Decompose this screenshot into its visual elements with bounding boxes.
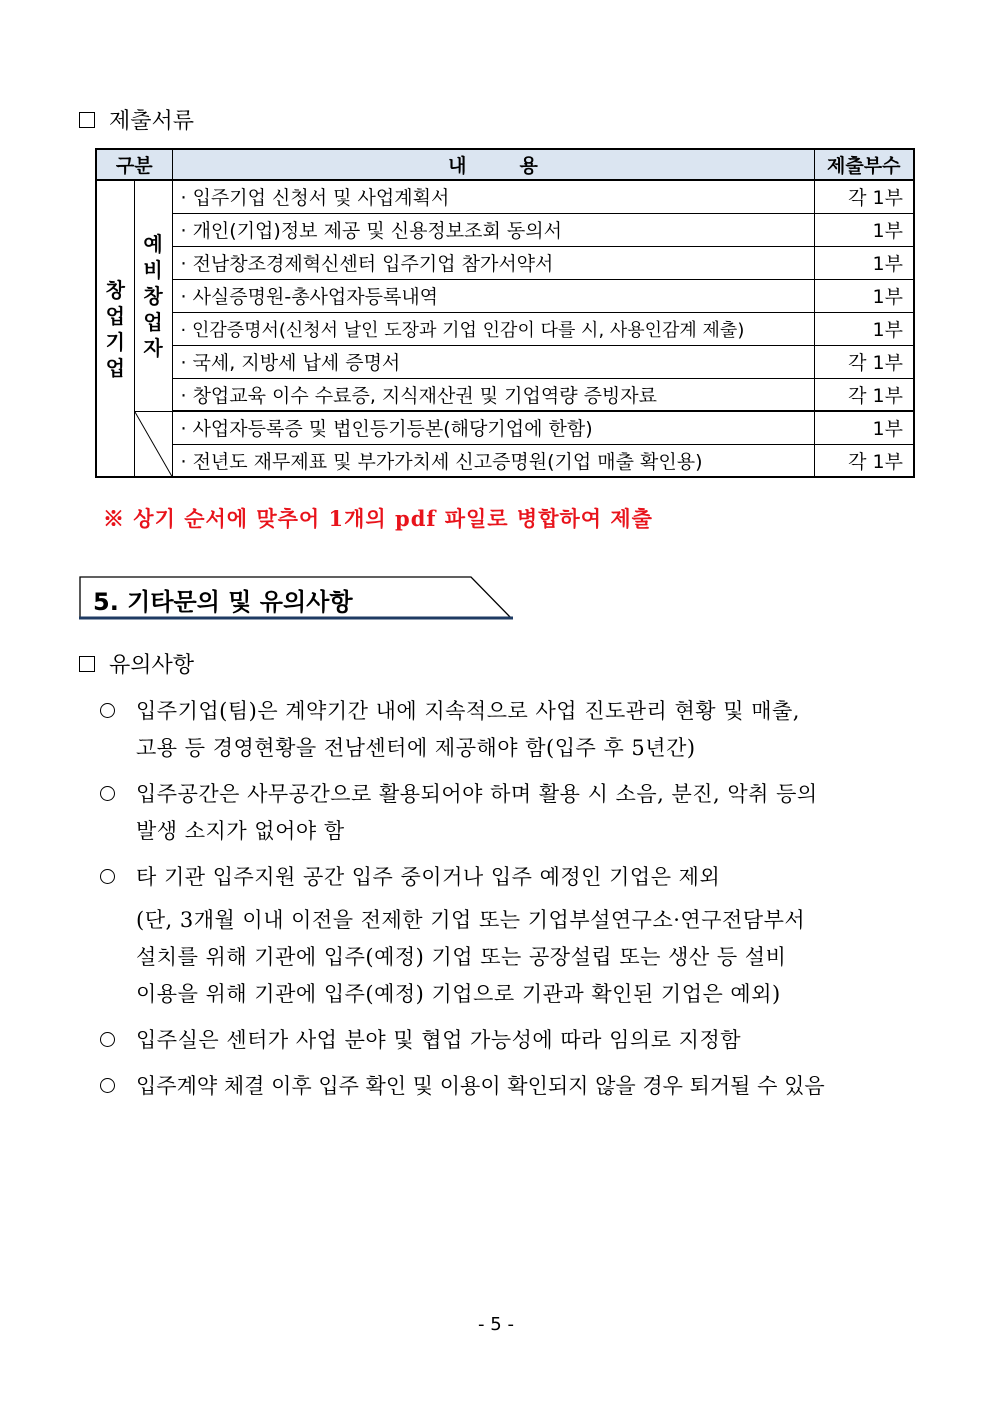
note-line: 이용을 위해 기관에 입주(예정) 기업으로 기관과 확인된 기업은 예외) [136,982,781,1006]
notes-heading-text: 유의사항 [109,653,195,678]
table-row [96,444,914,477]
note-paren [136,902,910,1013]
doc-copies: 각 1부 [814,345,914,378]
doc-item: · 입주기업 신청서 및 사업계획서 [172,180,814,213]
docs-heading [79,104,194,135]
circle-bullet-icon [100,1078,115,1093]
circle-bullet-icon [100,869,115,884]
notes-heading [79,648,194,679]
doc-item: · 사실증명원-총사업자등록내역 [172,279,814,312]
diagonal-line-icon [135,412,172,477]
table-row [96,279,914,312]
doc-copies: 1부 [814,213,914,246]
header-content: 내 용 [172,149,814,180]
doc-item: · 개인(기업)정보 제공 및 신용정보조회 동의서 [172,213,814,246]
doc-copies: 각 1부 [814,378,914,411]
doc-copies: 1부 [814,279,914,312]
table-row [96,180,914,213]
circle-bullet-icon [100,786,115,801]
documents-table [95,148,915,478]
doc-item: · 전년도 재무제표 및 부가가치세 신고증명원(기업 매출 확인용) [172,444,814,477]
page-number: - 5 - [478,1314,514,1335]
note-line: 타 기관 입주지원 공간 입주 중이거나 입주 예정인 기업은 제외 [136,865,721,889]
circle-bullet-icon [100,703,115,718]
table-row [96,345,914,378]
doc-item: · 국세, 지방세 납세 증명서 [172,345,814,378]
list-item [100,693,910,767]
doc-copies: 1부 [814,312,914,345]
note-line: 설치를 위해 기관에 입주(예정) 기업 또는 공장설립 또는 생산 등 설비 [136,945,787,969]
doc-copies: 1부 [814,411,914,444]
doc-copies: 각 1부 [814,444,914,477]
notes-list [100,693,910,1114]
note-line: 입주공간은 사무공간으로 활용되어야 하며 활용 시 소음, 분진, 악취 등의 [136,782,818,806]
group-startup-cell [96,180,134,477]
table-row [96,246,914,279]
docs-heading-text: 제출서류 [109,109,195,134]
list-item [100,859,910,1013]
list-item [100,1068,910,1105]
checkbox-icon [79,112,95,128]
note-line: (단, 3개월 이내 이전을 전제한 기업 또는 기업부설연구소·연구전담부서 [136,908,806,932]
note-line: 입주실은 센터가 사업 분야 및 협업 가능성에 따라 임의로 지정함 [136,1028,742,1052]
doc-item: · 창업교육 이수 수료증, 지식재산권 및 기업역량 증빙자료 [172,378,814,411]
section5-title: 5. 기타문의 및 유의사항 [93,588,353,616]
list-item [100,776,910,850]
checkbox-icon [79,656,95,672]
table-row [96,411,914,444]
header-category: 구분 [96,149,172,180]
note-line: 고용 등 경영현황을 전남센터에 제공해야 함(입주 후 5년간) [136,736,696,760]
doc-copies: 각 1부 [814,180,914,213]
circle-bullet-icon [100,1032,115,1047]
note-line: 입주계약 체결 이후 입주 확인 및 이용이 확인되지 않을 경우 퇴거될 수 있음 [136,1074,825,1098]
doc-copies: 1부 [814,246,914,279]
table-row [96,378,914,411]
list-item [100,1022,910,1059]
header-copies: 제출부수 [814,149,914,180]
doc-item: · 사업자등록증 및 법인등기등본(해당기업에 한함) [172,411,814,444]
section5-box [79,576,513,620]
note-line: 발생 소지가 없어야 함 [136,819,345,843]
group-prestartup-cell [134,180,172,411]
note-line: 입주기업(팀)은 계약기간 내에 지속적으로 사업 진도관리 현황 및 매출, [136,699,800,723]
table-header-row [96,149,914,180]
doc-item: · 인감증명서(신청서 날인 도장과 기업 인감이 다를 시, 사용인감계 제출) [172,312,814,345]
doc-item: · 전남창조경제혁신센터 입주기업 참가서약서 [172,246,814,279]
table-row [96,312,914,345]
merge-note: ※ 상기 순서에 맞추어 1개의 pdf 파일로 병합하여 제출 [103,506,653,531]
table-row [96,213,914,246]
group-prestartup-label: 예 비 창 업 자 [143,231,163,360]
group-startup-label: 창 업 기 업 [105,277,125,380]
diagonal-cell [134,411,172,477]
